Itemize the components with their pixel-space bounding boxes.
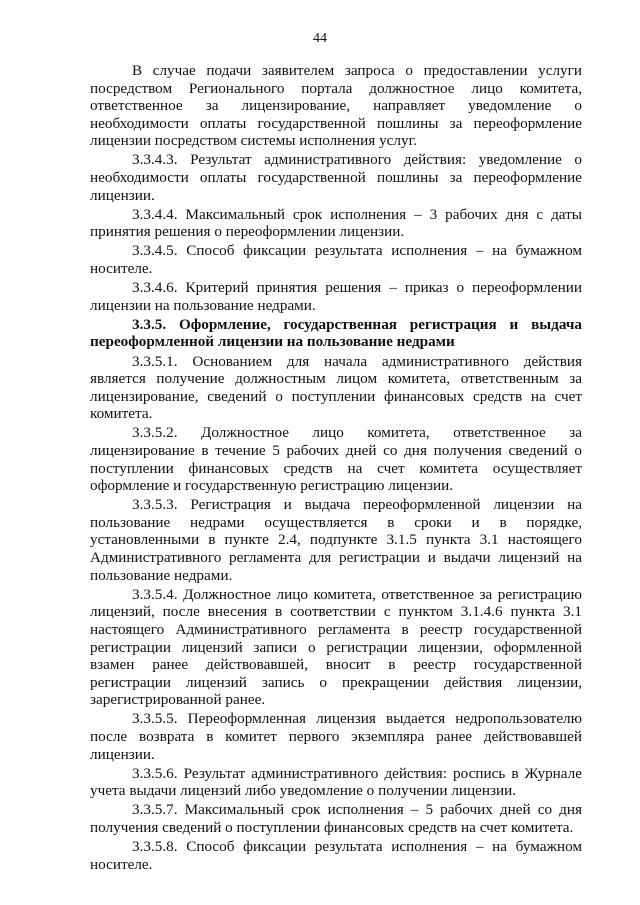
paragraph-3-3-5-3: 3.3.5.3. Регистрация и выдача переоформленной лицензии на пользование недрами осуществляется в сроки и в порядке, установленными в пункте 2.4, подпункте 3.1.5 пункта 3.1 настоящего Административного регламента для регистрации и выдачи лицензий на пользование недрами. — [90, 496, 582, 584]
paragraph-3-3-4-5: 3.3.4.5. Способ фиксации результата исполнения – на бумажном носителе. — [90, 242, 582, 278]
paragraph-3-3-5-1: 3.3.5.1. Основанием для начала административного действия является получение должностным лицом комитета, ответственным за лицензирование, сведений о поступлении финансовых средств на счет комитета. — [90, 352, 582, 423]
paragraph-3-3-5-8: 3.3.5.8. Способ фиксации результата исполнения – на бумажном носителе. — [90, 838, 582, 873]
section-heading-3-3-5: 3.3.5. Оформление, государственная регистрация и выдача переоформленной лицензии на пользование недрами — [90, 315, 582, 351]
paragraph-3-3-5-7: 3.3.5.7. Максимальный срок исполнения – 5 рабочих дней со дня получения сведений о поступлении финансовых средств на счет комитета. — [90, 801, 582, 836]
paragraph-3-3-5-2: 3.3.5.2. Должностное лицо комитета, ответственное за лицензирование в течение 5 рабочих дней со дня получения сведений о поступлении финансовых средств на счет комитета осуществляет оформление и государственную регистрацию лицензии. — [90, 424, 582, 495]
paragraph-3-3-5-6: 3.3.5.6. Результат административного действия: роспись в Журнале учета выдачи лицензий либо уведомление о получении лицензии. — [90, 764, 582, 800]
document-body — [90, 62, 582, 873]
page-number: 44 — [313, 31, 327, 46]
paragraph-3-3-5-4: 3.3.5.4. Должностное лицо комитета, ответственное за регистрацию лицензий, после внесения в соответствии с пунктом 3.1.4.6 пункта 3.1 настоящего Административного регламента в реестр государственной регистрации лицензий записи о регистрации лицензии, оформленной взамен ранее действовавшей, вносит в реестр государственной регистрации лицензий запись о прекращении действия лицензии, зарегистрированной ранее. — [90, 585, 582, 709]
paragraph-3-3-4-3: 3.3.4.3. Результат административного действия: уведомление о необходимости оплаты государственной пошлины за переоформление лицензии. — [90, 151, 582, 204]
paragraph-3-3-4-4: 3.3.4.4. Максимальный срок исполнения – 3 рабочих дня с даты принятия решения о переоформлении лицензии. — [90, 205, 582, 241]
paragraph-3-3-5-5: 3.3.5.5. Переоформленная лицензия выдается недропользователю после возврата в комитет первого экземпляра ранее действовавшей лицензии. — [90, 710, 582, 763]
paragraph-notice: В случае подачи заявителем запроса о предоставлении услуги посредством Регионального портала должностное лицо комитета, ответственное за лицензирование, направляет уведомление о необходимости оплаты государственной пошлины за переоформление лицензии посредством системы исполнения услуг. — [90, 62, 582, 150]
paragraph-3-3-4-6: 3.3.4.6. Критерий принятия решения – приказ о переоформлении лицензии на пользование недрами. — [90, 279, 582, 314]
